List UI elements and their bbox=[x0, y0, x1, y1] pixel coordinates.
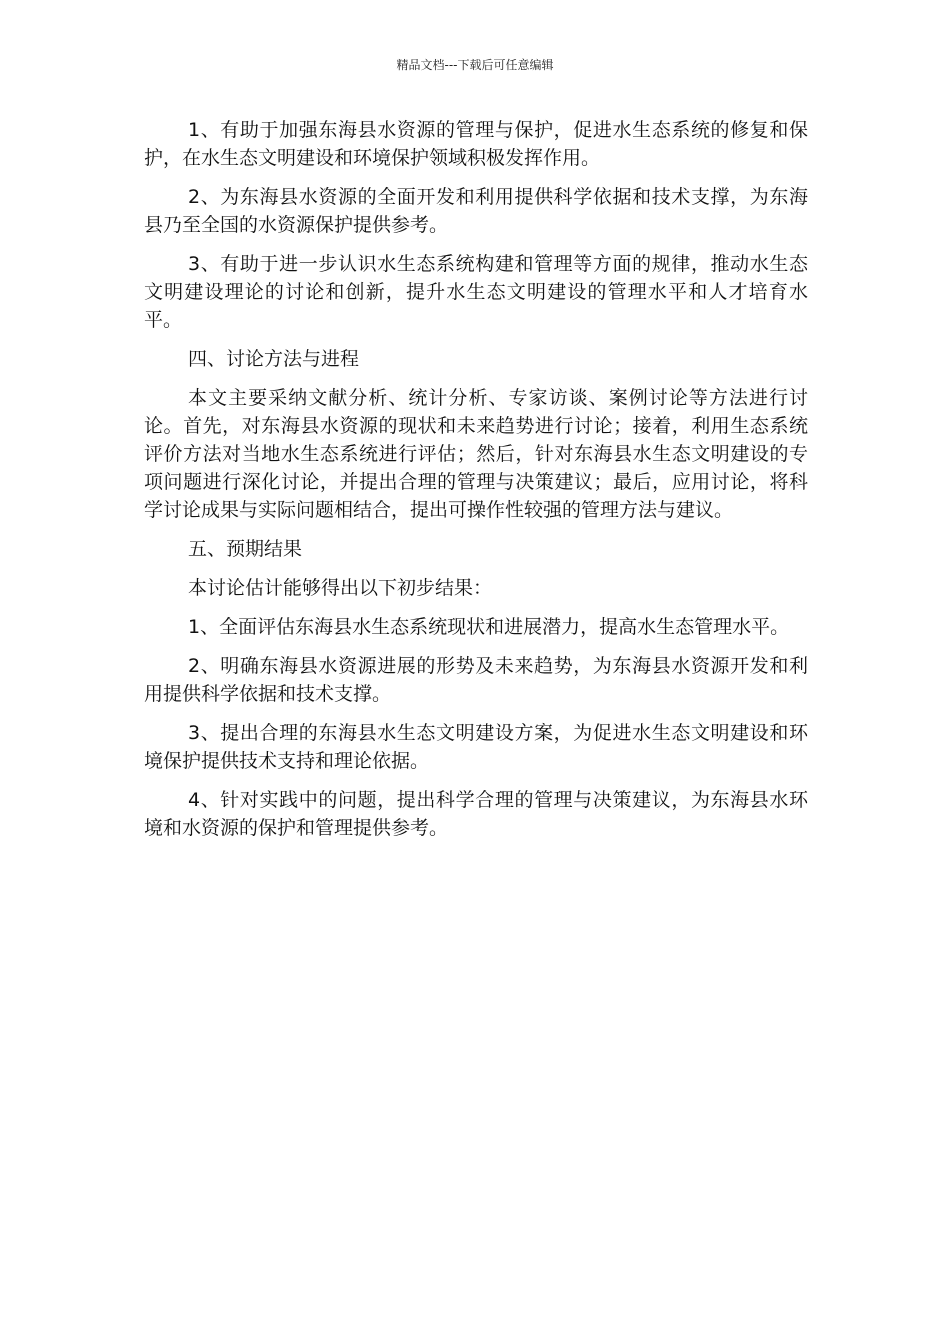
paragraph-benefit-2: 2、为东海县水资源的全面开发和利用提供科学依据和技术支撑，为东海县乃至全国的水资源保护提供参考。 bbox=[144, 186, 808, 236]
paragraph-result-1: 1、全面评估东海县水生态系统现状和进展潜力，提高水生态管理水平。 bbox=[188, 616, 790, 638]
section-heading-results: 五、预期结果 bbox=[188, 538, 303, 560]
paragraph-benefit-1: 1、有助于加强东海县水资源的管理与保护，促进水生态系统的修复和保护，在水生态文明建设和环境保护领域积极发挥作用。 bbox=[144, 119, 808, 169]
paragraph-results-intro: 本讨论估计能够得出以下初步结果： bbox=[188, 577, 493, 599]
document-body bbox=[144, 116, 808, 853]
paragraph-result-3: 3、提出合理的东海县水生态文明建设方案，为促进水生态文明建设和环境保护提供技术支持和理论依据。 bbox=[144, 722, 808, 772]
paragraph-result-4: 4、针对实践中的问题，提出科学合理的管理与决策建议，为东海县水环境和水资源的保护和管理提供参考。 bbox=[144, 789, 808, 839]
paragraph-methods: 本文主要采纳文献分析、统计分析、专家访谈、案例讨论等方法进行讨论。首先，对东海县水资源的现状和未来趋势进行讨论；接着，利用生态系统评价方法对当地水生态系统进行评估；然后，针对东海县水生态文明建设的专项问题进行深化讨论，并提出合理的管理与决策建议；最后，应用讨论，将科学讨论成果与实际问题相结合，提出可操作性较强的管理方法与建议。 bbox=[144, 387, 808, 521]
paragraph-benefit-3: 3、有助于进一步认识水生态系统构建和管理等方面的规律，推动水生态文明建设理论的讨论和创新，提升水生态文明建设的管理水平和人才培育水平。 bbox=[144, 253, 808, 331]
page-header: 精品文档---下载后可任意编辑 bbox=[396, 58, 554, 72]
section-heading-methods: 四、讨论方法与进程 bbox=[188, 348, 360, 370]
paragraph-result-2: 2、明确东海县水资源进展的形势及未来趋势，为东海县水资源开发和利用提供科学依据和技术支撑。 bbox=[144, 655, 808, 705]
